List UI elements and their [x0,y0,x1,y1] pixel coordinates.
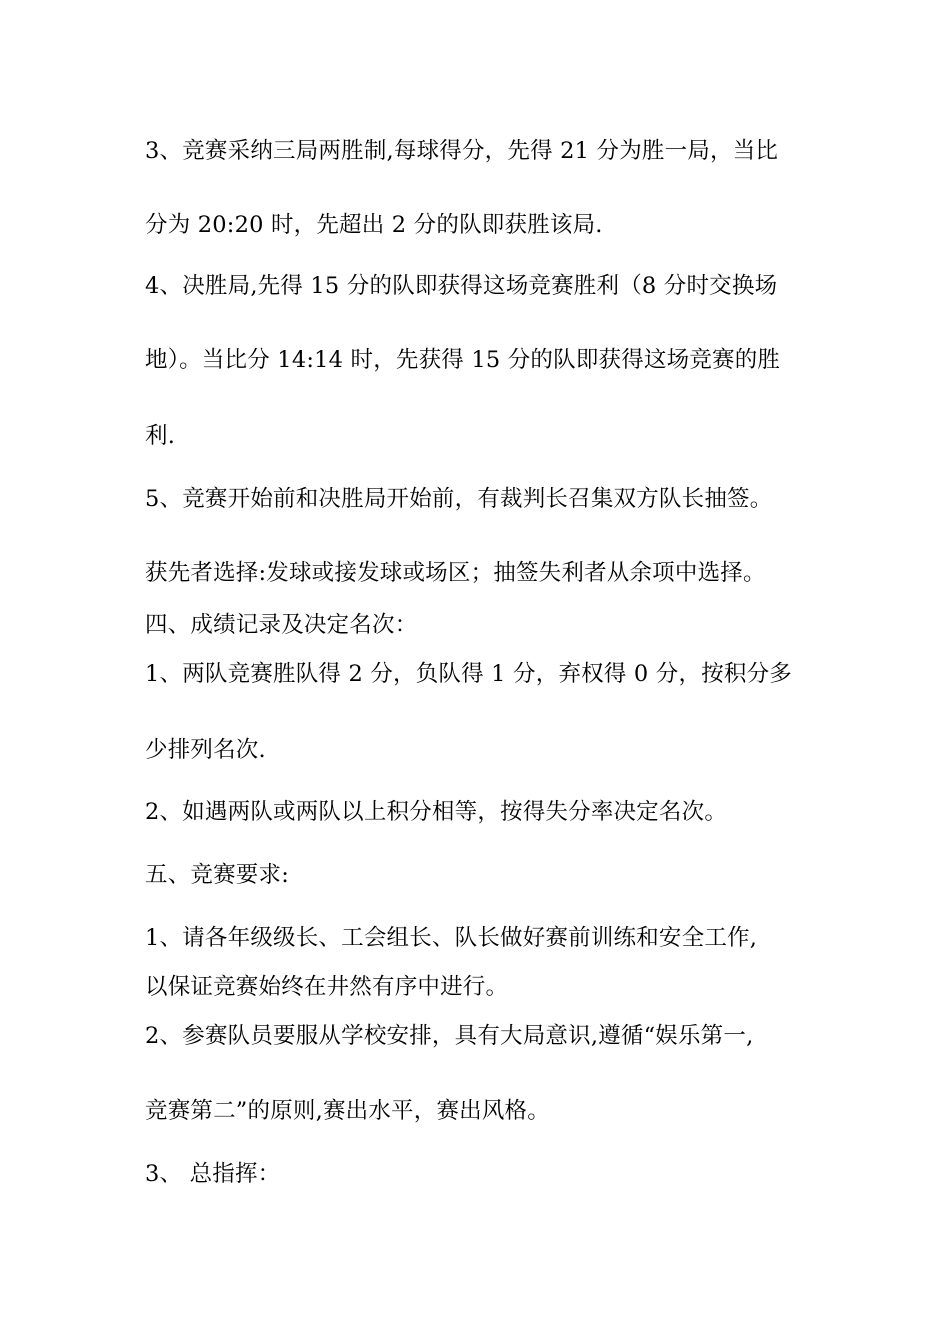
requirement-1-line-2: 以保证竞赛始终在井然有序中进行。 [145,974,509,1000]
scoring-rule-2: 2、如遇两队或两队以上积分相等，按得失分率决定名次。 [145,799,728,825]
requirement-1-line-1: 1、请各年级级长、工会组长、队长做好赛前训练和安全工作, [145,925,758,951]
rule-5-line-1: 5、竞赛开始前和决胜局开始前，有裁判长召集双方队长抽签。 [145,486,773,512]
rule-3-line-1: 3、竞赛采纳三局两胜制,每球得分，先得 21 分为胜一局，当比 [145,138,779,164]
rule-5-line-2: 获先者选择:发球或接发球或场区；抽签失利者从余项中选择。 [145,560,766,586]
rule-4-line-2: 地）。当比分 14:14 时，先获得 15 分的队即获得这场竞赛的胜 [145,347,781,373]
rule-4-line-1: 4、决胜局,先得 15 分的队即获得这场竞赛胜利（8 分时交换场 [145,273,778,299]
scoring-rule-1-line-2: 少排列名次. [145,737,266,763]
section-4-heading: 四、成绩记录及决定名次： [145,612,418,638]
rule-3-line-2: 分为 20:20 时，先超出 2 分的队即获胜该局. [145,212,603,238]
requirement-2-line-2: 竞赛第二”的原则,赛出水平，赛出风格。 [145,1098,550,1124]
rule-4-line-3: 利. [145,423,176,449]
section-5-heading: 五、竞赛要求: [145,862,289,888]
requirement-2-line-1: 2、参赛队员要服从学校安排，具有大局意识,遵循“娱乐第一, [145,1023,754,1049]
scoring-rule-1-line-1: 1、两队竞赛胜队得 2 分，负队得 1 分，弃权得 0 分，按积分多 [145,661,792,687]
requirement-3: 3、 总指挥： [145,1161,281,1187]
